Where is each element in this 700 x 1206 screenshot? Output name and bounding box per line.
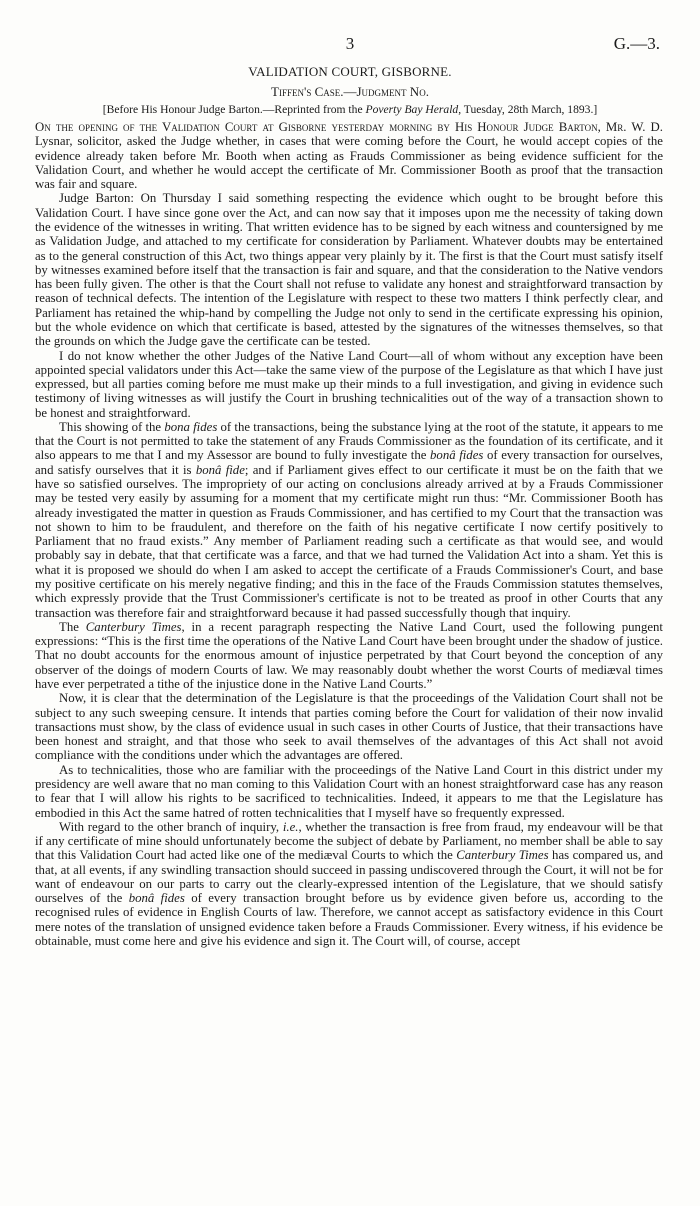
page-reference: G.—3. [613, 34, 660, 53]
p8-italic-b: i.e. [282, 819, 299, 834]
p8-text-a: With regard to the other branch of inquiry, [59, 819, 283, 834]
paragraph-4 [35, 420, 663, 620]
case-subheading: Tiffen's Case.—Judgment No. [271, 84, 429, 99]
credit-after: , Tuesday, 28th March, 1893.] [458, 103, 598, 116]
p4-text-g: ; and if Parliament gives effect to our certificate it must be on the faith that we have so satisfied ourselves. The impropriety of our acting on conclusions already arrived at by a Frauds Commissioner may be tested very easily by assuming for a moment that my certificate might run thus: “Mr. Commissioner Booth has already investigated the matter in question as Frauds Commissioner, and has certified to my Court that the transaction was not shown to him to be fraudulent, and therefore on the faith of his negative certificate I now certify positively to Parliament that no fraud exists.” Any member of Parliament reading such a certificate as that would see, and would probably say in debate, that that certificate was a farce, and that we had turned the Validation Act into a sham. Yet this is what it is proposed we should do when I am asked to accept the certificate of a Frauds Commissioner's Court, and base my positive certificate on his merely negative finding; and this in the face of the Frauds Commission statutes themselves, which expressly provide that the Trust Commissioner's certificate is not to be treated as proof in other Courts that any transaction was therefore fair and straightforward because it had passed successfully though that inquiry. [35, 462, 663, 620]
p5-italic-b: Canterbury Times [85, 619, 182, 634]
paragraph-6: Now, it is clear that the determination of the Legislature is that the proceedings of the Validation Court shall not be subject to any such sweeping censure. It intends that parties coming before the Court for validation of their now invalid transactions must show, by the class of evidence usual in such cases in other Courts of Justice, that their transactions have been honest and straight, and that those who seek to avail themselves of the advantages of this Act shall not avoid compliance with the conditions under which the advantages are offered. [35, 691, 663, 763]
p4-text-a: This showing of the [59, 419, 165, 434]
document-heading: VALIDATION COURT, GISBORNE. [248, 64, 452, 79]
paragraph-5 [35, 620, 663, 691]
paragraph-7: As to technicalities, those who are familiar with the proceedings of the Native Land Court in this district under my presidency are well aware that no man coming to this Validation Court with an honest straightforward case has any reason to fear that I will allow his rights to be sacrificed to technicalities. Indeed, it appears to me that the Legislature has embodied in this Act the same hatred of rotten technicalities that I myself have so frequently expressed. [35, 762, 663, 820]
p5-text-a: The [59, 619, 86, 634]
paragraph-1: On the opening of the Validation Court at Gisborne yesterday morning by His Honour Judge Barton, Mr. W. D. Lysnar, solicitor, asked the Judge whether, in cases that were coming before the Court, he would accept copies of the evidence already taken before Mr. Booth when acting as Frauds Commissioner as being evidence sufficient for the Validation Court, and whether he would accept the certificate of Mr. Commissioner Booth as proof that the transaction was fair and square. [35, 120, 663, 192]
reprint-credit [0, 103, 700, 116]
paragraph-3: I do not know whether the other Judges of the Native Land Court—all of whom without any exception have been appointed special validators under this Act—take the same view of the purpose of the Legislature as that which I have just expressed, but all parties coming before me must make up their minds to a full investigation, and giving in evidence such testimony of living witnesses as will justify the Court in brushing technicalities out of the way of a transaction shown to be honest and straightforward. [35, 348, 663, 420]
p8-text-c: , whether the transaction is free from fraud, my endeavour will be that if any certificate of mine should unfortunately become the subject of debate by Parliament, no member shall be able to say that this Validation Court had acted like one of the mediæval Courts to which the [35, 819, 663, 863]
page-number: 3 [345, 34, 355, 53]
credit-before: [Before His Honour Judge Barton.—Reprinted from the [102, 103, 366, 116]
p5-text-c: , in a recent paragraph respecting the Native Land Court, used the following pungent expressions: “This is the first time the operations of the Native Land Court have been brought under the shadow of justice. That no doubt accounts for the enormous amount of injustice perpetrated by that Court beyond the conception of any observer of the doings of modern Courts of law. We may reasonably doubt whether the worst Courts of mediæval times have ever perpetrated a tithe of the injustice done in the Native Land Courts.” [35, 619, 663, 691]
p4-italic-d: bonâ fides [430, 448, 484, 463]
paragraph-8 [35, 820, 663, 949]
p8-text-g: of every transaction brought before us by evidence given before us, according to the recognised rules of evidence in English Courts of law. Therefore, we cannot accept as satisfactory evidence in this Court mere notes of the translation of unsigned evidence taken before a Frauds Commissioner. Every witness, if his evidence be obtainable, must come here and give his evidence and sign it. The Court will, of course, accept [35, 891, 663, 949]
p8-italic-d: Canterbury Times [456, 848, 549, 863]
p8-italic-f: bonâ fides [128, 891, 185, 906]
judgment-body [35, 120, 663, 948]
p8-text-e: has compared us, and that, at all events, if any swindling transaction should succeed in passing undiscovered through the Court, it will not be for want of endeavour on our parts to carry out the clearly-expressed intention of the Legislature, that we should satisfy ourselves of the [35, 848, 663, 906]
credit-source: Poverty Bay Herald [365, 103, 459, 116]
p4-italic-b: bona fides [164, 419, 218, 434]
p4-text-e: of every transaction for ourselves, and satisfy ourselves that it is [35, 448, 663, 477]
paragraph-2: Judge Barton: On Thursday I said something respecting the evidence which ought to be brought before this Validation Court. I have since gone over the Act, and can now say that it imposes upon me the necessity of taking down the evidence of the witnesses in writing. That written evidence has to be signed by each witness and countersigned by me as Validation Judge, and attached to my certificate for consideration by Parliament. Whatever doubts may be entertained as to the general construction of this Act, two things appear very plainly by it. The first is that the Court must satisfy itself by witnesses examined before itself that the transaction is fair and square, and that the consideration to the Native vendors has been fully given. The other is that the Court shall not refuse to validate any honest and straightforward transaction by reason of technical defects. The intention of the Legislature with respect to these two matters I think perfectly clear, and Parliament has retained the whip-hand by compelling the Judge not only to send in the certificate expressing his opinion, but the whole evidence on which that certificate is based, attested by the signatures of the witnesses themselves, so that the grounds on which the Judge gave the certificate can be tested. [35, 191, 663, 349]
p4-text-c: of the transactions, being the substance lying at the root of the statute, it appears to me that the Court is not permitted to take the statement of any Frauds Commissioner as the foundation of its certificate, and it also appears to me that I and my Assessor are bound to fully investigate the [35, 419, 664, 463]
p4-italic-f: bonâ fide [195, 462, 245, 477]
